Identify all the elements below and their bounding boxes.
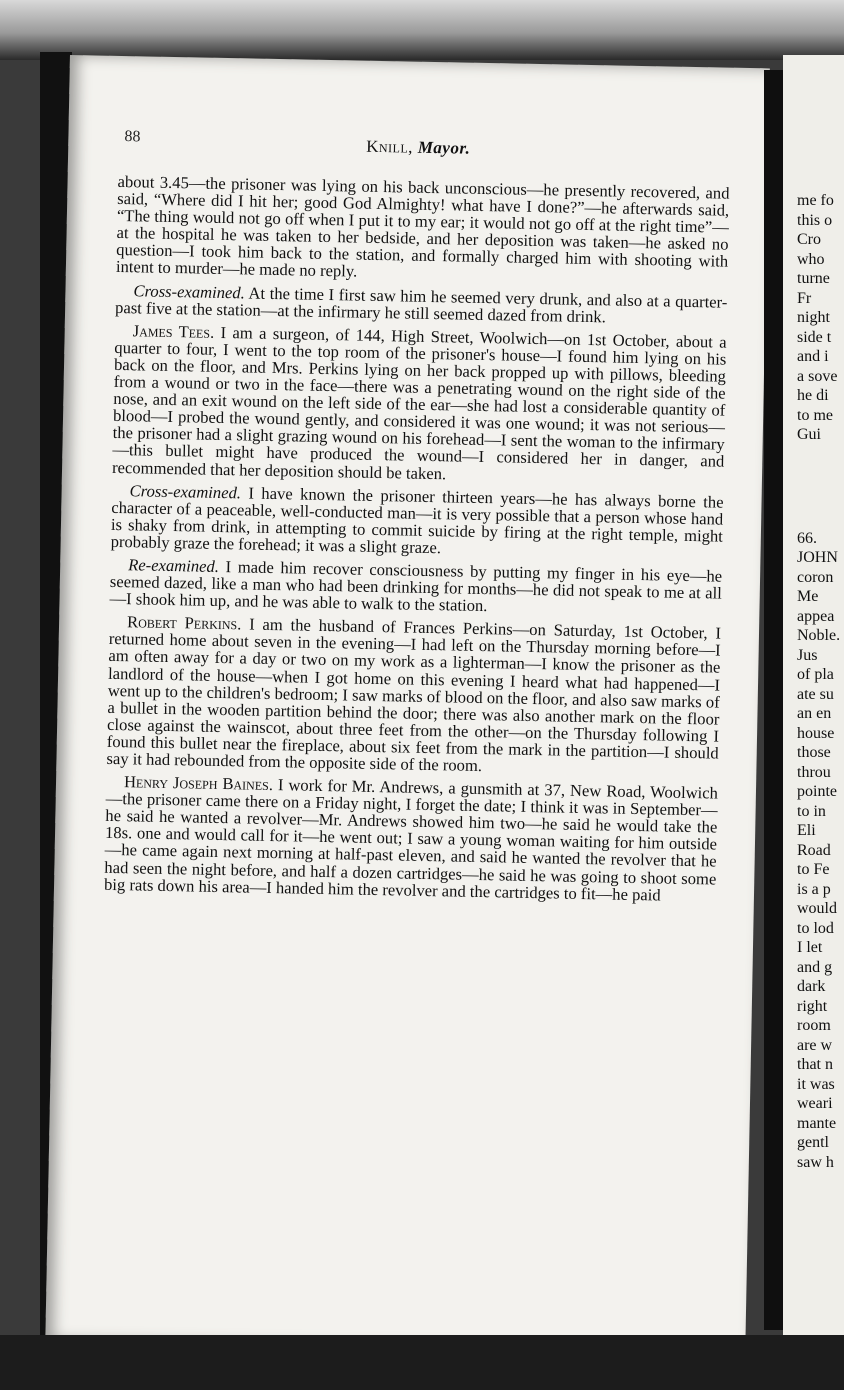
witness-name: James Tees. <box>132 321 215 342</box>
facing-page-line: coron <box>797 568 834 586</box>
examination-label: Cross-examined. <box>133 280 246 302</box>
examination-label: Re-examined. <box>128 555 220 576</box>
testimony-text <box>104 173 730 910</box>
facing-page-line: Jus <box>797 646 818 664</box>
facing-page-line: it was <box>797 1075 835 1093</box>
facing-page-line: mante <box>797 1114 837 1132</box>
facing-page-line: saw h <box>797 1153 834 1171</box>
facing-page-line: who <box>797 250 825 268</box>
scan-background-bottom <box>0 1335 844 1390</box>
facing-page-line <box>797 490 844 510</box>
facing-page-line: right <box>797 997 828 1015</box>
witness-name: Henry Joseph Baines. <box>123 772 274 795</box>
facing-page-line: is a p <box>797 880 831 898</box>
facing-page-line: to Fe <box>797 861 830 878</box>
paragraph <box>106 613 721 779</box>
facing-page-line <box>797 451 844 471</box>
facing-page-line: a sove <box>797 367 838 385</box>
paragraph <box>111 481 724 561</box>
page-gutter <box>764 70 784 1330</box>
paragraph-text: I work for Mr. Andrews, a gunsmith at 37, New Road, Woolwich—the prisoner came there on a Friday night, I forget the date; I think it was in September—he said he wanted a revolver—Mr. Andrews showed him two—he said he would take the 18s. one and would call for it—he went out; I saw a young woman waiting for him outside—he came again next morning at half-past eleven, and said he wanted the revolver that he had seen the night before, and half a dozen cartridges—he said he was going to shoot some big rats down his area—I handed him the revolver and the cartridges to fit—he paid <box>103 775 719 905</box>
facing-page-line: Noble. <box>797 627 841 644</box>
facing-page-line: to me <box>797 406 833 424</box>
facing-page-line: appea <box>797 607 835 625</box>
facing-page-line: 66. <box>797 529 817 547</box>
facing-page-line: JOHN <box>797 549 838 566</box>
facing-page-line: of pla <box>797 666 834 683</box>
facing-page-line: Road <box>797 841 831 859</box>
facing-page-line: side t <box>797 328 832 346</box>
facing-page-line: that n <box>797 1056 833 1073</box>
facing-page-line: Cro <box>797 231 821 248</box>
paragraph-text: I am a surgeon, of 144, High Street, Woolwich—on 1st October, about a quarter to four, I went to the top room of the prisoner's house—I found him lying on his back on the floor, and Mrs. Perkins lying on her back propped up with pillows, bleeding from a wound or two in the face—there was a penetrating wound on the right side of the nose, and an exit wound on the left side of the ear—she had lost a considerable quantity of blood—I probed the wound gently, and considered it was one wound; it was not serious—the prisoner had a slight grazing wound on his forehead—I sent the woman to the infirmary—this bullet might have produced the wound—I considered her in danger, and recommended that her deposition should be taken. <box>111 322 727 483</box>
facing-page-line <box>797 470 844 490</box>
paragraph-text: I made him recover consciousness by putting my finger in his eye—he seemed dazed, like a man who had been drinking for months—he did not speak to me at all—I shook him up, and he was able to walk to the station. <box>109 556 723 616</box>
facing-page-line: weari <box>797 1095 833 1112</box>
paragraph-text: I am the husband of Frances Perkins—on Saturday, 1st October, I returned home about seven in the evening—I had left on the Thursday morning before—I am often away for a day or two on my work as a lighterman—I know the prisoner as the landlord of the house—when I got home on this evening I heard what had happened—I went up to the children's bedroom; I saw marks of blood on the floor, and also saw marks of a bullet in the wooden partition behind the door; there was also another mark on the floor close against the wainscot, about three feet from the other—on the Thursday following I found this bullet near the fireplace, about six feet from the mark in the partition—I should say it had rebounded from the opposite side of the room. <box>106 614 722 776</box>
facing-page-line: me fo <box>797 192 834 209</box>
facing-page-line: and i <box>797 348 829 365</box>
paragraph-text: At the time I first saw him he seemed very drunk, and also at a quarter-past five at the station—at the infirmary he still seemed dazed from drink. <box>114 282 728 326</box>
facing-page-line: room <box>797 1017 831 1034</box>
facing-page-line: Gui <box>797 426 821 443</box>
facing-page-line: house <box>797 724 835 742</box>
page-number: 88 <box>124 128 141 146</box>
running-head <box>68 131 768 164</box>
facing-page-line: Fr <box>797 289 812 307</box>
facing-page-text <box>797 191 844 1172</box>
paragraph <box>112 322 727 488</box>
witness-name: Robert Perkins. <box>126 612 242 634</box>
paragraph <box>104 773 718 904</box>
left-page <box>45 55 770 1353</box>
examination-label: Cross-examined. <box>129 480 242 502</box>
facing-page-line: night <box>797 309 830 326</box>
facing-page-line: dark <box>797 978 826 995</box>
paragraph <box>109 556 722 619</box>
paragraph <box>115 281 728 327</box>
facing-page-line: he di <box>797 387 829 404</box>
facing-page-line: throu <box>797 763 831 781</box>
facing-page-line: pointe <box>797 783 837 800</box>
facing-page-line: those <box>797 744 831 761</box>
facing-page-line <box>797 509 844 529</box>
facing-page-line: turne <box>797 270 830 287</box>
facing-page-line: are w <box>797 1036 833 1054</box>
running-head-name: Knill, <box>366 136 414 157</box>
facing-page-line: gentl <box>797 1134 829 1151</box>
paragraph <box>116 173 730 287</box>
running-head-office: Mayor. <box>417 137 471 158</box>
scan-background-top <box>0 0 844 60</box>
paragraph-text: I have known the prisoner thirteen years—he has always borne the character of a peaceable, well-conducted man—it is very possible that a person whose hand is shaky from drink, in attempting to commit suicide by firing at the right temple, might probably graze the forehead; it was a slight graze. <box>110 482 724 558</box>
facing-page-line: Me <box>797 588 819 605</box>
facing-page-line: would <box>797 900 837 917</box>
facing-page-line: an en <box>797 705 832 722</box>
facing-page-line: Eli <box>797 822 816 839</box>
facing-page-line: to in <box>797 802 826 820</box>
facing-page-line: this o <box>797 211 833 229</box>
facing-page-line: to lod <box>797 919 834 937</box>
facing-page-line: I let <box>797 939 823 956</box>
paragraph-text: about 3.45—the prisoner was lying on his back unconscious—he presently recovered, and said, “Where did I hit her; good God Almighty! what have I done?”—he afterwards said, “The thing would not go off when I put it to my ear; it would not go off at the right time”—at the hospital he was taken to her bedside, and her deposition was taken—he asked no question—I took him back to the station, and formally charged him with shooting with intent to murder—he made no reply. <box>115 171 730 282</box>
facing-page-edge <box>783 55 844 1345</box>
facing-page-line: and g <box>797 958 833 976</box>
facing-page-line: ate su <box>797 685 834 703</box>
